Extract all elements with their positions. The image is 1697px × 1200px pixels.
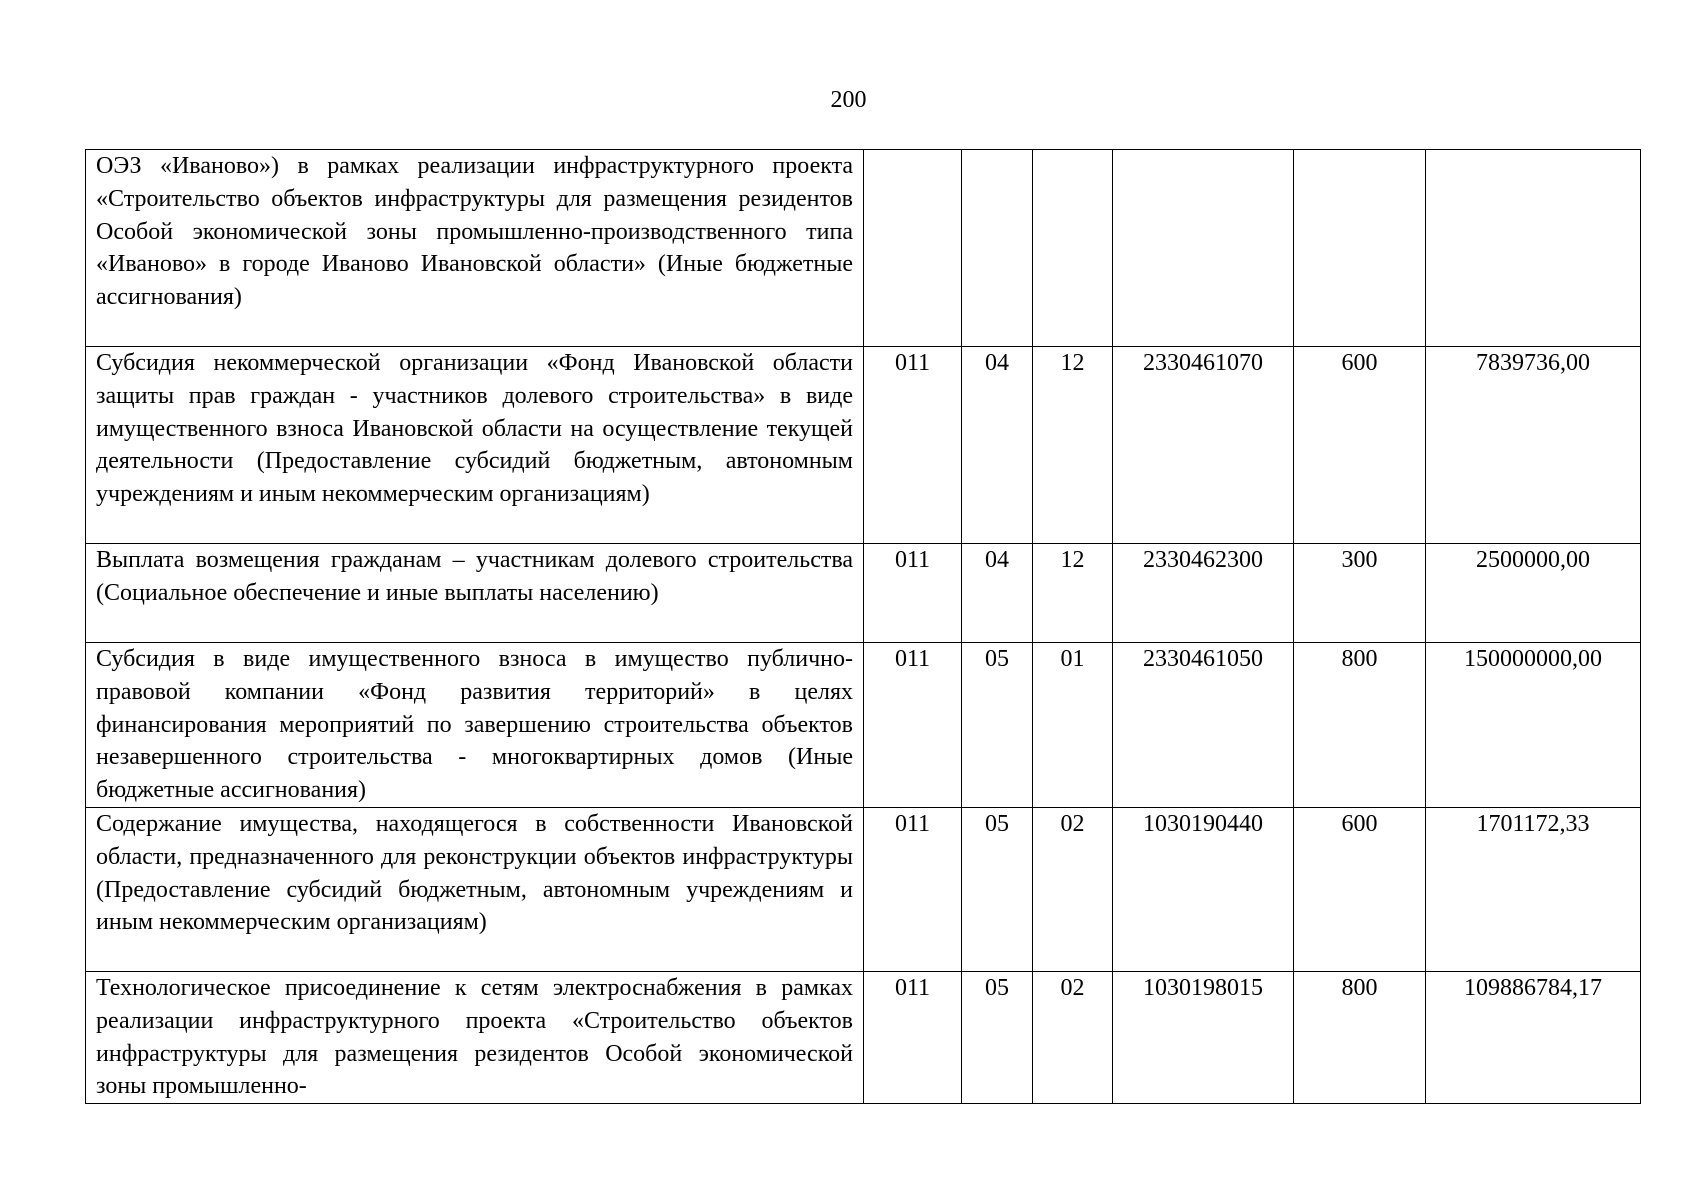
section-code [962, 150, 1033, 347]
target-article-code: 2330461050 [1113, 643, 1294, 808]
budget-table [85, 149, 1641, 1104]
ministry-code: 011 [864, 347, 962, 544]
expense-type-code: 800 [1294, 971, 1426, 1103]
table-row [86, 643, 1641, 808]
section-code: 05 [962, 807, 1033, 971]
subsection-code: 12 [1033, 347, 1113, 544]
table-row [86, 544, 1641, 643]
ministry-code [864, 150, 962, 347]
expense-description: Субсидия в виде имущественного взноса в имущество публично-правовой компании «Фонд развития территорий» в целях финансирования мероприятий по завершению строительства объектов незавершенного строительства - многоквартирных домов (Иные бюджетные ассигнования) [86, 643, 864, 808]
target-article-code [1113, 150, 1294, 347]
expense-type-code: 600 [1294, 347, 1426, 544]
amount [1426, 150, 1641, 347]
amount: 150000000,00 [1426, 643, 1641, 808]
expense-type-code: 300 [1294, 544, 1426, 643]
ministry-code: 011 [864, 971, 962, 1103]
subsection-code [1033, 150, 1113, 347]
expense-type-code: 800 [1294, 643, 1426, 808]
expense-type-code [1294, 150, 1426, 347]
expense-type-code: 600 [1294, 807, 1426, 971]
amount: 109886784,17 [1426, 971, 1641, 1103]
target-article-code: 2330462300 [1113, 544, 1294, 643]
subsection-code: 01 [1033, 643, 1113, 808]
table-row [86, 347, 1641, 544]
section-code: 04 [962, 544, 1033, 643]
ministry-code: 011 [864, 643, 962, 808]
page-number: 200 [830, 87, 867, 113]
expense-description: Субсидия некоммерческой организации «Фонд Ивановской области защиты прав граждан - участников долевого строительства» в виде имущественного взноса Ивановской области на осуществление текущей деятельности (Предоставление субсидий бюджетным, автономным учреждениям и иным некоммерческим организациям) [86, 347, 864, 544]
table-row [86, 807, 1641, 971]
amount: 2500000,00 [1426, 544, 1641, 643]
target-article-code: 2330461070 [1113, 347, 1294, 544]
table-row [86, 150, 1641, 347]
ministry-code: 011 [864, 807, 962, 971]
subsection-code: 02 [1033, 971, 1113, 1103]
amount: 7839736,00 [1426, 347, 1641, 544]
section-code: 05 [962, 971, 1033, 1103]
ministry-code: 011 [864, 544, 962, 643]
subsection-code: 12 [1033, 544, 1113, 643]
table-row [86, 971, 1641, 1103]
target-article-code: 1030198015 [1113, 971, 1294, 1103]
section-code: 05 [962, 643, 1033, 808]
expense-description: Выплата возмещения гражданам – участникам долевого строительства (Социальное обеспечение и иные выплаты населению) [86, 544, 864, 643]
expense-description: ОЭЗ «Иваново») в рамках реализации инфраструктурного проекта «Строительство объектов инфраструктуры для размещения резидентов Особой экономической зоны промышленно-производственного типа «Иваново» в городе Иваново Ивановской области» (Иные бюджетные ассигнования) [86, 150, 864, 347]
expense-description: Содержание имущества, находящегося в собственности Ивановской области, предназначенного для реконструкции объектов инфраструктуры (Предоставление субсидий бюджетным, автономным учреждениям и иным некоммерческим организациям) [86, 807, 864, 971]
section-code: 04 [962, 347, 1033, 544]
amount: 1701172,33 [1426, 807, 1641, 971]
target-article-code: 1030190440 [1113, 807, 1294, 971]
subsection-code: 02 [1033, 807, 1113, 971]
expense-description: Технологическое присоединение к сетям электроснабжения в рамках реализации инфраструктурного проекта «Строительство объектов инфраструктуры для размещения резидентов Особой экономической зоны промышленно- [86, 971, 864, 1103]
